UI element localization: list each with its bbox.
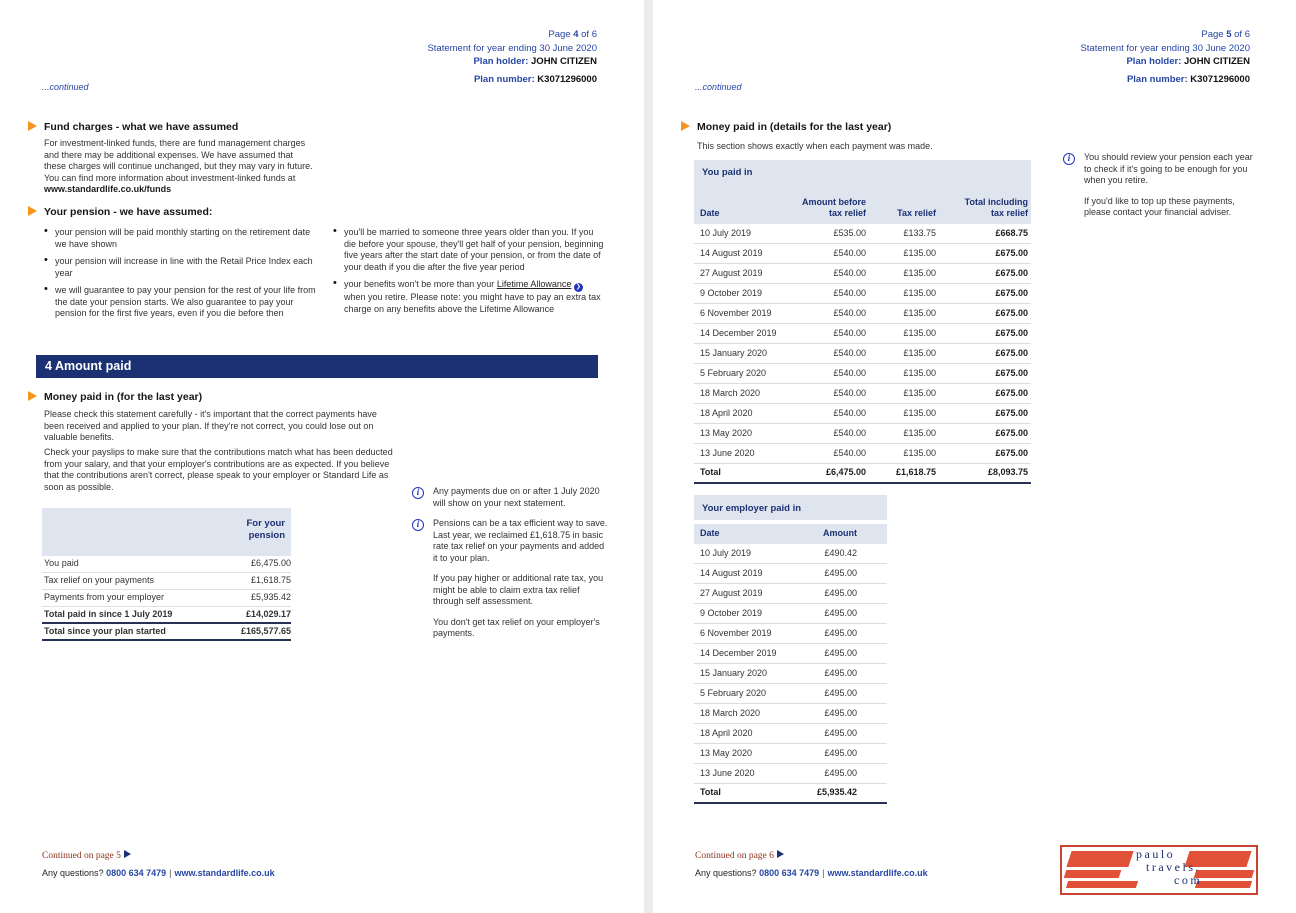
table-row: 15 January 2020 £540.00 £135.00 £675.00 — [694, 344, 1031, 364]
table-column-headers — [694, 184, 1031, 224]
table-row: 10 July 2019 £490.42 — [694, 544, 887, 564]
plan-number-label: Plan number: — [473, 73, 535, 85]
table-column-headers — [694, 524, 887, 544]
page-of-label: of 6 — [581, 29, 597, 40]
pension-assumed-heading: Your pension - we have assumed: — [28, 206, 212, 219]
divider-pipe: | — [822, 868, 825, 878]
continued-on-page-link[interactable]: Continued on page 5 — [42, 850, 131, 863]
money-paid-in-para1: Please check this statement carefully - it's important that the correct payments have been received and applied to your plan. If they're not correct, you could lose out on valuable benefits. — [44, 409, 377, 442]
info-notes — [412, 486, 608, 649]
plan-number-line — [1080, 73, 1250, 87]
table-row: 13 June 2020 £495.00 — [694, 764, 887, 784]
table-row: 27 August 2019 £495.00 — [694, 584, 887, 604]
table-row-total: Total £6,475.00 £1,618.75 £8,093.75 — [694, 464, 1031, 484]
bullet-item: • you'll be married to someone three years older than you. If you die before your spouse, they'll get half of your pension, beginning five years after the start date of your pension, or from the date of your death if you die after the five year period — [333, 227, 605, 273]
questions-label: Any questions? — [695, 868, 757, 878]
table-row: 14 August 2019 £540.00 £135.00 £675.00 — [694, 244, 1031, 264]
table-row: 27 August 2019 £540.00 £135.00 £675.00 — [694, 264, 1031, 284]
play-triangle-icon — [777, 850, 784, 858]
table-row: 9 October 2019 £540.00 £135.00 £675.00 — [694, 284, 1031, 304]
money-paid-details-heading: Money paid in (details for the last year) — [681, 121, 891, 134]
table-row: Payments from your employer £5,935.42 — [42, 590, 291, 607]
table-row: 6 November 2019 £540.00 £135.00 £675.00 — [694, 304, 1031, 324]
table-body — [694, 224, 1031, 464]
footer-contact-line — [42, 868, 275, 880]
logo-stripe — [1066, 881, 1138, 888]
section-intro: This section shows exactly when each payment was made. — [697, 141, 933, 151]
orange-arrow-icon — [28, 206, 37, 216]
page-number: 5 — [1226, 29, 1232, 40]
summary-table — [42, 508, 291, 641]
table-row: 13 May 2020 £540.00 £135.00 £675.00 — [694, 424, 1031, 444]
info-icon — [412, 519, 424, 531]
table-header-band — [694, 160, 1031, 224]
website-link[interactable]: www.standardlife.co.uk — [827, 868, 928, 878]
plan-holder-line — [1080, 55, 1250, 69]
table-row: 10 July 2019 £535.00 £133.75 £668.75 — [694, 224, 1031, 244]
col-tax-relief: Tax relief — [897, 208, 936, 218]
bullet-item: • your pension will increase in line with the Retail Price Index each year — [44, 256, 322, 279]
employer-paid-in-table — [694, 495, 887, 804]
plan-holder-label: Plan holder: — [473, 56, 529, 67]
footer-contact-line — [695, 868, 928, 880]
page-gutter — [644, 0, 653, 913]
table-row: 9 October 2019 £495.00 — [694, 604, 887, 624]
you-paid-in-table — [694, 160, 1031, 484]
page-label: Page — [548, 29, 571, 40]
bullet-item: • your benefits won't be more than your Lifetime Allowance ❯ when you retire. Please note: you might have to pay an extra tax charge on any benefits above the Lifetime Allowance — [333, 279, 605, 315]
col-amount-before: Amount before tax relief — [802, 197, 866, 218]
money-paid-in-heading: Money paid in (for the last year) — [28, 391, 202, 404]
plan-number-label: Plan number: — [1126, 73, 1188, 85]
plan-number-value: K3071296000 — [537, 73, 597, 85]
logo-artwork — [1062, 847, 1256, 893]
questions-label: Any questions? — [42, 868, 104, 878]
info-note: i You should review your pension each year to check if it's going to be enough for you when you retire. If you'd like to top up these payments, please contact your financial adviser. — [1063, 152, 1258, 228]
orange-arrow-icon — [28, 121, 37, 131]
paulo-travels-logo — [1060, 845, 1258, 895]
continued-marker: ...continued — [695, 82, 742, 92]
logo-stripe — [1195, 881, 1252, 888]
table-row-total: Total £5,935.42 — [694, 784, 887, 804]
page-of-label: of 6 — [1234, 29, 1250, 40]
money-paid-in-para2: Check your payslips to make sure that the contributions match what has been deducted from your salary, and that your employer's contributions are as expected. If you believe that the contributions aren't correct, please speak to your employer or Standard Life as soon as possible. — [44, 447, 393, 492]
info-icon — [1063, 153, 1075, 165]
page-4 — [0, 0, 644, 913]
funds-url-link[interactable]: www.standardlife.co.uk/funds — [44, 184, 172, 194]
logo-text-line1: paulo — [1136, 847, 1176, 861]
page-number-line — [427, 28, 597, 42]
table-row-total: Total since your plan started £165,577.65 — [42, 624, 291, 641]
table-row: 5 February 2020 £495.00 — [694, 684, 887, 704]
page-number: 4 — [573, 29, 579, 40]
table-row: 18 March 2020 £495.00 — [694, 704, 887, 724]
table-row: 18 March 2020 £540.00 £135.00 £675.00 — [694, 384, 1031, 404]
page-5 — [653, 0, 1296, 913]
table-row: You paid £6,475.00 — [42, 556, 291, 573]
logo-text-line2: travels. — [1146, 860, 1201, 874]
plan-holder-value: JOHN CITIZEN — [531, 56, 597, 67]
table-row: 5 February 2020 £540.00 £135.00 £675.00 — [694, 364, 1031, 384]
page-label: Page — [1201, 29, 1224, 40]
page-header — [1080, 28, 1250, 86]
assumption-bullets-right — [333, 227, 605, 321]
plan-holder-value: JOHN CITIZEN — [1184, 56, 1250, 67]
orange-arrow-icon — [681, 121, 690, 131]
logo-stripe — [1064, 870, 1122, 878]
for-your-pension-header: For your pension — [246, 518, 285, 541]
table-row: 13 June 2020 £540.00 £135.00 £675.00 — [694, 444, 1031, 464]
lifetime-allowance-link[interactable]: Lifetime Allowance — [496, 279, 572, 289]
plan-holder-line — [427, 55, 597, 69]
fund-charges-body: For investment-linked funds, there are fund management charges and there may be additional expenses. We have assumed that these charges will continue unchanged, but they may vary in future. You can find more information about investment-linked funds at www.standardlife.co.uk/funds — [44, 138, 313, 194]
table-row: Tax relief on your payments £1,618.75 — [42, 573, 291, 590]
logo-stripe — [1194, 870, 1255, 878]
continued-on-page-link[interactable]: Continued on page 6 — [695, 850, 784, 863]
info-icon — [412, 487, 424, 499]
table-row: 18 April 2020 £495.00 — [694, 724, 887, 744]
section-4-bar: 4 Amount paid — [36, 355, 598, 378]
page-number-line — [1080, 28, 1250, 42]
table-title: You paid in — [702, 167, 753, 178]
table-row: 14 December 2019 £540.00 £135.00 £675.00 — [694, 324, 1031, 344]
col-date: Date — [700, 528, 720, 539]
statement-period: Statement for year ending 30 June 2020 — [1080, 42, 1250, 54]
table-body — [694, 544, 887, 784]
lifetime-allowance-info-icon[interactable] — [574, 283, 583, 292]
info-note: i Pensions can be a tax efficient way to save. Last year, we reclaimed £1,618.75 in basic rate tax relief on your payments and added it to your plan. If you pay higher or additional rate tax, you might be able to claim extra tax relief through self assessment. You don't get tax relief on your employer's payments. — [412, 518, 608, 640]
col-total-including: Total including tax relief — [964, 197, 1028, 218]
col-date: Date — [700, 208, 720, 218]
table-row-subtotal: Total paid in since 1 July 2019 £14,029.17 — [42, 607, 291, 624]
bullet-item: • we will guarantee to pay your pension for the rest of your life from the date your pension starts. We also guarantee to pay your pension for the first five years, even if you die before then — [44, 285, 322, 320]
phone-link[interactable]: 0800 634 7479 — [106, 868, 167, 878]
table-row: 13 May 2020 £495.00 — [694, 744, 887, 764]
table-row: 6 November 2019 £495.00 — [694, 624, 887, 644]
phone-link[interactable]: 0800 634 7479 — [759, 868, 820, 878]
divider-pipe: | — [169, 868, 172, 878]
table-title: Your employer paid in — [694, 495, 887, 520]
statement-period: Statement for year ending 30 June 2020 — [427, 42, 597, 54]
plan-holder-label: Plan holder: — [1126, 56, 1182, 67]
col-amount: Amount — [823, 528, 857, 539]
fund-charges-heading: Fund charges - what we have assumed — [28, 121, 238, 134]
plan-number-value: K3071296000 — [1190, 73, 1250, 85]
assumption-bullets-left — [44, 227, 322, 326]
bullet-item: • your pension will be paid monthly starting on the retirement date we have shown — [44, 227, 322, 250]
play-triangle-icon — [124, 850, 131, 858]
info-note: i Any payments due on or after 1 July 2020 will show on your next statement. — [412, 486, 608, 509]
orange-arrow-icon — [28, 391, 37, 401]
table-row: 15 January 2020 £495.00 — [694, 664, 887, 684]
table-row: 18 April 2020 £540.00 £135.00 £675.00 — [694, 404, 1031, 424]
website-link[interactable]: www.standardlife.co.uk — [174, 868, 275, 878]
page-header — [427, 28, 597, 86]
logo-text-line3: com — [1174, 873, 1203, 887]
logo-stripe — [1066, 851, 1133, 867]
table-row: 14 August 2019 £495.00 — [694, 564, 887, 584]
summary-table-header — [42, 508, 291, 556]
continued-marker: ...continued — [42, 82, 89, 92]
plan-number-line — [427, 73, 597, 87]
table-row: 14 December 2019 £495.00 — [694, 644, 887, 664]
